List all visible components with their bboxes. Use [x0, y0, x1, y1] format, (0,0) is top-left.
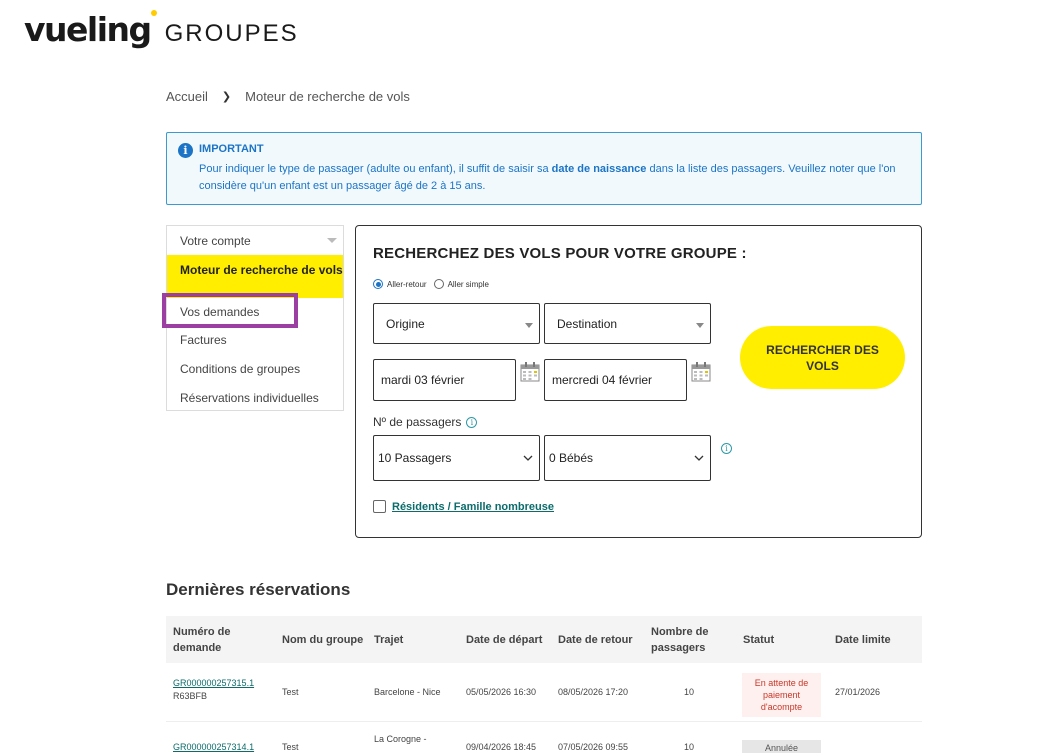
radio-round-trip-label[interactable]: Aller-retour — [387, 279, 427, 289]
sidebar-item-invoices[interactable]: Factures — [180, 333, 227, 347]
logo-groupes: GROUPES — [164, 20, 299, 47]
sidebar-item-group-conditions[interactable]: Conditions de groupes — [180, 362, 301, 376]
depart-cell: 05/05/2026 16:30 — [466, 687, 537, 697]
group-name-cell: Test — [282, 742, 299, 752]
col-passengers: Nombre de passagers — [651, 625, 709, 654]
passengers-cell: 10 — [684, 687, 695, 697]
info-icon: i — [178, 143, 193, 158]
residents-checkbox[interactable] — [373, 500, 386, 513]
destination-select[interactable] — [544, 303, 711, 344]
important-notice — [166, 132, 922, 205]
origin-value: Origine — [386, 316, 425, 331]
notice-text: Pour indiquer le type de passager (adulte ou enfant), il suffit de saisir sa date de naissance dans la liste des passagers. Veuillez noter que l'on considère qu'un enfant est un passager âgé de 2 à 15 ans. — [199, 163, 896, 192]
route-cell: Barcelone - Nice — [374, 687, 441, 697]
destination-value: Destination — [557, 316, 618, 331]
info-icon[interactable]: i — [466, 417, 477, 428]
bookings-title: Dernières réservations — [166, 580, 351, 599]
breadcrumb — [166, 89, 410, 104]
residents-option — [373, 500, 554, 513]
return-cell: 07/05/2026 09:55 — [558, 742, 629, 752]
table-row — [166, 663, 922, 722]
col-route: Trajet — [374, 633, 404, 646]
status-cell — [742, 673, 821, 717]
highlight-annotation — [162, 293, 298, 328]
chevron-down-icon — [694, 455, 704, 462]
col-status: Statut — [743, 633, 775, 646]
return-date-input[interactable] — [544, 359, 687, 401]
sidebar-item-individual-bookings[interactable]: Réservations individuelles — [180, 391, 319, 405]
vueling-logo[interactable] — [24, 10, 299, 49]
breadcrumb-current: Moteur de recherche de vols — [245, 89, 410, 104]
depart-date-value: mardi 03 février — [381, 373, 465, 387]
search-flights-button[interactable]: RECHERCHER DES VOLS — [740, 326, 905, 389]
logo-wordmark: vueling — [24, 10, 151, 49]
trip-type-radios — [373, 279, 496, 289]
chevron-down-icon — [327, 238, 337, 243]
passengers-value: 10 Passagers — [378, 451, 452, 465]
caret-down-icon — [525, 323, 533, 328]
caret-down-icon — [696, 323, 704, 328]
radio-one-way[interactable] — [434, 279, 444, 289]
sidebar-item-requests[interactable]: Vos demandes — [180, 305, 260, 319]
group-name-cell: Test — [282, 687, 299, 697]
bookings-table — [166, 616, 922, 753]
sidebar-item-account[interactable]: Votre compte — [167, 233, 343, 255]
infants-value: 0 Bébés — [549, 451, 594, 465]
status-badge: En attente de paiement d'acompte — [742, 673, 821, 717]
table-header — [166, 616, 922, 663]
search-title: RECHERCHEZ DES VOLS POUR VOTRE GROUPE : — [373, 245, 747, 262]
route-cell: La Corogne - — [374, 734, 427, 744]
notice-title: IMPORTANT — [199, 143, 264, 155]
breadcrumb-home[interactable]: Accueil — [166, 89, 208, 104]
calendar-icon[interactable] — [691, 362, 711, 382]
chevron-down-icon — [523, 455, 533, 462]
col-request-number: Numéro de demande — [173, 625, 231, 654]
return-cell: 08/05/2026 17:20 — [558, 687, 629, 697]
col-return-date: Date de retour — [558, 633, 633, 646]
passengers-label: Nº de passagers i — [373, 415, 477, 429]
infants-select[interactable] — [544, 435, 711, 481]
col-group-name: Nom du groupe — [282, 633, 364, 646]
origin-select[interactable] — [373, 303, 540, 344]
status-cell — [742, 740, 821, 753]
return-date-value: mercredi 04 février — [552, 373, 653, 387]
request-link[interactable]: GR000000257314.1 — [173, 742, 255, 752]
request-link[interactable]: GR000000257315.1 — [173, 678, 255, 688]
info-icon[interactable]: i — [721, 443, 732, 454]
depart-date-input[interactable] — [373, 359, 516, 401]
radio-one-way-label[interactable]: Aller simple — [447, 279, 489, 289]
request-number-cell — [173, 677, 254, 703]
calendar-icon[interactable] — [520, 362, 540, 382]
request-number-cell — [173, 742, 254, 752]
col-depart-date: Date de départ — [466, 633, 543, 646]
residents-link[interactable]: Résidents / Famille nombreuse — [392, 500, 554, 513]
booking-code: R63BFB — [173, 691, 208, 701]
table-row — [166, 722, 922, 753]
col-deadline: Date limite — [835, 633, 891, 646]
passengers-select[interactable] — [373, 435, 540, 481]
logo-dot — [151, 10, 157, 16]
depart-cell: 09/04/2026 18:45 — [466, 742, 537, 752]
chevron-right-icon: ❯ — [221, 91, 232, 103]
deadline-cell: 27/01/2026 — [835, 687, 881, 697]
sidebar-item-flight-search[interactable]: Moteur de recherche de vols — [167, 255, 343, 298]
radio-round-trip[interactable] — [373, 279, 383, 289]
passengers-cell: 10 — [684, 742, 695, 752]
status-badge: Annulée — [742, 740, 821, 753]
